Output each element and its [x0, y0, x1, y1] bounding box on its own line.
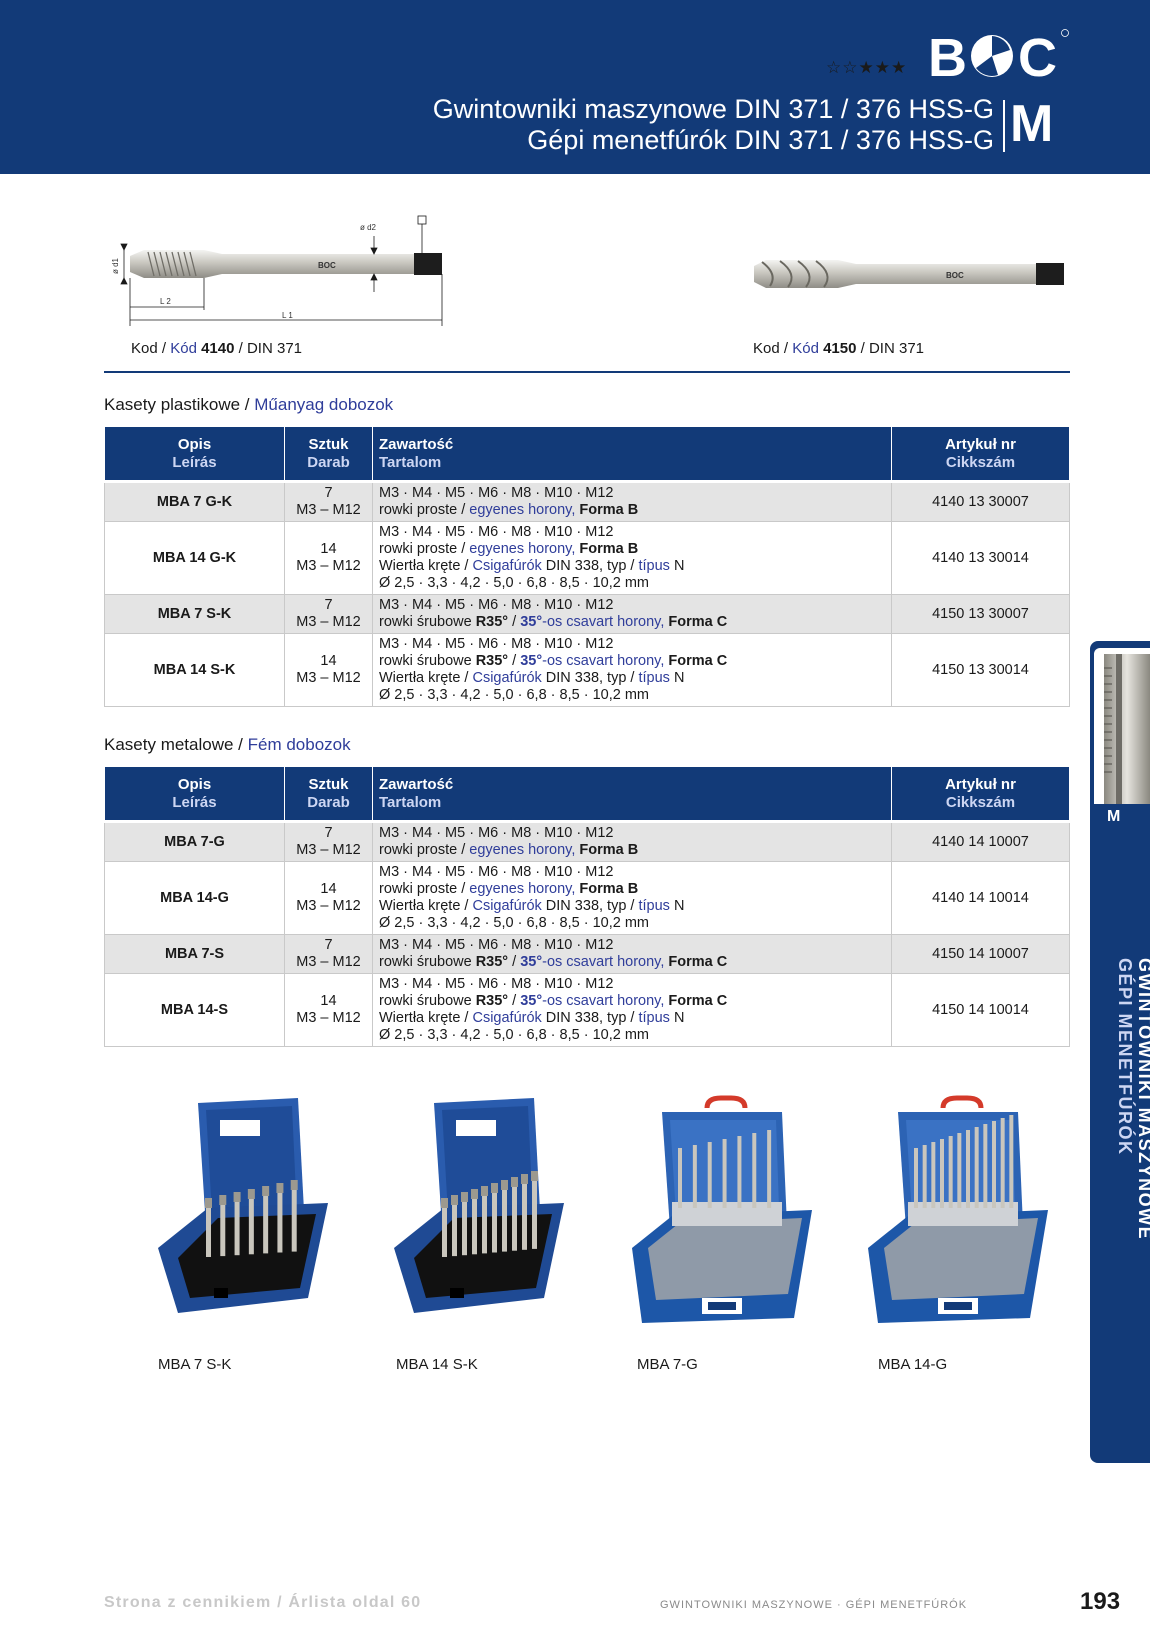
product-name: MBA 14-G [105, 862, 285, 935]
side-tab-letter: M [1107, 808, 1121, 825]
product-name: MBA 14-S [105, 974, 285, 1047]
tool [949, 1136, 953, 1208]
title-divider [1003, 100, 1005, 152]
rating-stars: ☆☆★★★ [826, 58, 908, 78]
tool-tip [234, 1192, 241, 1202]
photo-label: MBA 7-G [637, 1356, 698, 1373]
svg-text:B: B [928, 28, 967, 88]
quantity: 14 M3 – M12 [285, 862, 373, 935]
quantity: 7 M3 – M12 [285, 935, 373, 974]
dim-l1-label: L 1 [282, 311, 293, 320]
quantity: 14 M3 – M12 [285, 522, 373, 595]
box-logo-label [456, 1120, 496, 1136]
tool-tip [521, 1174, 528, 1184]
col-opis: Opis Leírás [105, 427, 285, 482]
article-number: 4140 13 30014 [892, 522, 1070, 595]
tap-4140-drawing [104, 214, 464, 344]
article-number: 4150 14 10014 [892, 974, 1070, 1047]
tool [235, 1202, 240, 1255]
col-sztuk: Sztuk Darab [285, 427, 373, 482]
tool [522, 1184, 527, 1250]
tool-tip [219, 1195, 226, 1205]
metal-cases-table [104, 766, 1070, 1047]
tool [737, 1136, 741, 1208]
tool [992, 1121, 996, 1208]
dim-d2-label: ø d2 [360, 223, 377, 232]
plastic-cases-table [104, 426, 1070, 707]
tool [940, 1139, 944, 1208]
svg-text:BOC: BOC [946, 271, 964, 280]
boc-logo [928, 28, 1070, 88]
article-number: 4140 14 10007 [892, 822, 1070, 862]
tool-tip [511, 1177, 518, 1187]
tool [914, 1148, 918, 1208]
contents: M3 · M4 · M5 · M6 · M8 · M10 · M12 rowki śrubowe R35° / 35°-os csavart horony, Forma C Wiertła kręte / Csigafúrók DIN 338, typ / típus N Ø 2,5 · 3,3 · 4,2 · 5,0 · 6,8 · 8,5 · 10,2 mm [373, 634, 892, 707]
photo-label: MBA 7 S-K [158, 1356, 232, 1373]
table-header-row [105, 767, 1070, 822]
footer-chapter: GWINTOWNIKI MASZYNOWE · GÉPI MENETFÚRÓK [660, 1599, 968, 1611]
tool [966, 1130, 970, 1208]
tool [957, 1133, 961, 1208]
contents: M3 · M4 · M5 · M6 · M8 · M10 · M12 rowki proste / egyenes horony, Forma B [373, 482, 892, 522]
quantity: 7 M3 – M12 [285, 482, 373, 522]
tap-4150-caption: Kod / Kód 4150 / DIN 371 [753, 340, 924, 357]
tool [277, 1193, 282, 1253]
col-opis: Opis Leírás [105, 767, 285, 822]
tool [452, 1205, 457, 1256]
section-divider [104, 371, 1070, 373]
tool [931, 1142, 935, 1208]
tool-tip [501, 1180, 508, 1190]
photo-mba-14-g [848, 1098, 1058, 1348]
photo-mba-7-s-k [138, 1098, 348, 1348]
tool [1001, 1118, 1005, 1208]
quantity: 14 M3 – M12 [285, 974, 373, 1047]
tool-holder [672, 1202, 782, 1226]
article-number: 4140 13 30007 [892, 482, 1070, 522]
tool [975, 1127, 979, 1208]
product-name: MBA 7-G [105, 822, 285, 862]
article-number: 4150 13 30007 [892, 595, 1070, 634]
page-header [0, 0, 1150, 174]
tool-tip [291, 1180, 298, 1190]
product-name: MBA 7 G-K [105, 482, 285, 522]
tap-4140-caption: Kod / Kód 4140 / DIN 371 [131, 340, 302, 357]
tool [767, 1130, 771, 1208]
col-sztuk: Sztuk Darab [285, 767, 373, 822]
table-row [105, 935, 1070, 974]
box-logo-mark [708, 1302, 736, 1310]
product-name: MBA 7 S-K [105, 595, 285, 634]
tap-4150-drawing [748, 250, 1072, 300]
tool [462, 1202, 467, 1255]
tap-thumbnail-icon [1094, 648, 1150, 804]
tool [1009, 1115, 1013, 1208]
contents: M3 · M4 · M5 · M6 · M8 · M10 · M12 rowki proste / egyenes horony, Forma B Wiertła kręte / Csigafúrók DIN 338, typ / típus N Ø 2,5 · 3,3 · 4,2 · 5,0 · 6,8 · 8,5 · 10,2 mm [373, 862, 892, 935]
tool [708, 1142, 712, 1208]
page-number: 193 [1080, 1588, 1121, 1615]
product-name: MBA 14 S-K [105, 634, 285, 707]
tool [678, 1148, 682, 1208]
title-polish: Gwintowniki maszynowe DIN 371 / 376 HSS-G [432, 94, 994, 124]
box-logo-mark [944, 1302, 972, 1310]
contents: M3 · M4 · M5 · M6 · M8 · M10 · M12 rowki proste / egyenes horony, Forma B [373, 822, 892, 862]
tool-tip [205, 1198, 212, 1208]
tool-tip [451, 1195, 458, 1205]
tool-tip [531, 1171, 538, 1181]
col-zawartosc: Zawartość Tartalom [373, 767, 892, 822]
side-tab-label: GWINTOWNIKI MASZYNOWE GÉPI MENETFÚRÓK [1115, 958, 1155, 1241]
metal-section-title: Kasety metalowe / Fém dobozok [104, 735, 351, 754]
table-row [105, 634, 1070, 707]
dim-d1-label: ø d1 [111, 257, 120, 274]
tool [442, 1208, 447, 1257]
col-artykul: Artykuł nr Cikkszám [892, 427, 1070, 482]
photo-label: MBA 14-G [878, 1356, 948, 1373]
tool [752, 1133, 756, 1208]
tool [206, 1208, 211, 1257]
table-row [105, 595, 1070, 634]
box-latch [450, 1288, 464, 1298]
article-number: 4150 13 30014 [892, 634, 1070, 707]
quantity: 14 M3 – M12 [285, 634, 373, 707]
quantity: 7 M3 – M12 [285, 595, 373, 634]
table-row [105, 522, 1070, 595]
photo-label: MBA 14 S-K [396, 1356, 478, 1373]
tool [220, 1205, 225, 1256]
box-logo-label [220, 1120, 260, 1136]
product-name: MBA 14 G-K [105, 522, 285, 595]
tool-tip [461, 1192, 468, 1202]
svg-text:C: C [1018, 28, 1057, 88]
tool [472, 1199, 477, 1254]
tool-tip [248, 1189, 255, 1199]
tool-tip [471, 1189, 478, 1199]
table-row [105, 482, 1070, 522]
tool [532, 1181, 537, 1249]
tool [923, 1145, 927, 1208]
quantity: 7 M3 – M12 [285, 822, 373, 862]
tool-tip [441, 1198, 448, 1208]
page-title [433, 94, 994, 156]
tool [512, 1187, 517, 1251]
box-handle [707, 1098, 745, 1108]
box-latch [214, 1288, 228, 1298]
article-number: 4140 14 10014 [892, 862, 1070, 935]
col-zawartosc: Zawartość Tartalom [373, 427, 892, 482]
col-artykul: Artykuł nr Cikkszám [892, 767, 1070, 822]
tool-tip [481, 1186, 488, 1196]
plastic-section-title: Kasety plastikowe / Műanyag dobozok [104, 395, 394, 414]
contents: M3 · M4 · M5 · M6 · M8 · M10 · M12 rowki śrubowe R35° / 35°-os csavart horony, Forma C [373, 595, 892, 634]
photo-mba-7-g [612, 1098, 822, 1348]
title-hungarian: Gépi menetfúrók DIN 371 / 376 HSS-G [527, 125, 994, 155]
section-letter: M [1010, 95, 1054, 153]
tool [693, 1145, 697, 1208]
tool [263, 1196, 268, 1253]
svg-text:BOC: BOC [318, 261, 336, 270]
tool [482, 1196, 487, 1253]
box-handle [943, 1098, 981, 1108]
contents: M3 · M4 · M5 · M6 · M8 · M10 · M12 rowki śrubowe R35° / 35°-os csavart horony, Forma C Wiertła kręte / Csigafúrók DIN 338, typ / típus N Ø 2,5 · 3,3 · 4,2 · 5,0 · 6,8 · 8,5 · 10,2 mm [373, 974, 892, 1047]
photo-mba-14-s-k [374, 1098, 584, 1348]
contents: M3 · M4 · M5 · M6 · M8 · M10 · M12 rowki śrubowe R35° / 35°-os csavart horony, Forma C [373, 935, 892, 974]
tool [292, 1190, 297, 1252]
table-row [105, 862, 1070, 935]
table-header-row [105, 427, 1070, 482]
dim-l2-label: L 2 [160, 297, 171, 306]
contents: M3 · M4 · M5 · M6 · M8 · M10 · M12 rowki proste / egyenes horony, Forma B Wiertła kręte / Csigafúrók DIN 338, typ / típus N Ø 2,5 · 3,3 · 4,2 · 5,0 · 6,8 · 8,5 · 10,2 mm [373, 522, 892, 595]
tool [492, 1193, 497, 1253]
product-name: MBA 7-S [105, 935, 285, 974]
tool [983, 1124, 987, 1208]
tool [502, 1190, 507, 1252]
tool-tip [262, 1186, 269, 1196]
table-row [105, 822, 1070, 862]
tool-tip [491, 1183, 498, 1193]
tool [723, 1139, 727, 1208]
table-row [105, 974, 1070, 1047]
tool [249, 1199, 254, 1254]
tool-tip [276, 1183, 283, 1193]
price-list-reference: Strona z cennikiem / Árlista oldal 60 [104, 1594, 422, 1611]
article-number: 4150 14 10007 [892, 935, 1070, 974]
